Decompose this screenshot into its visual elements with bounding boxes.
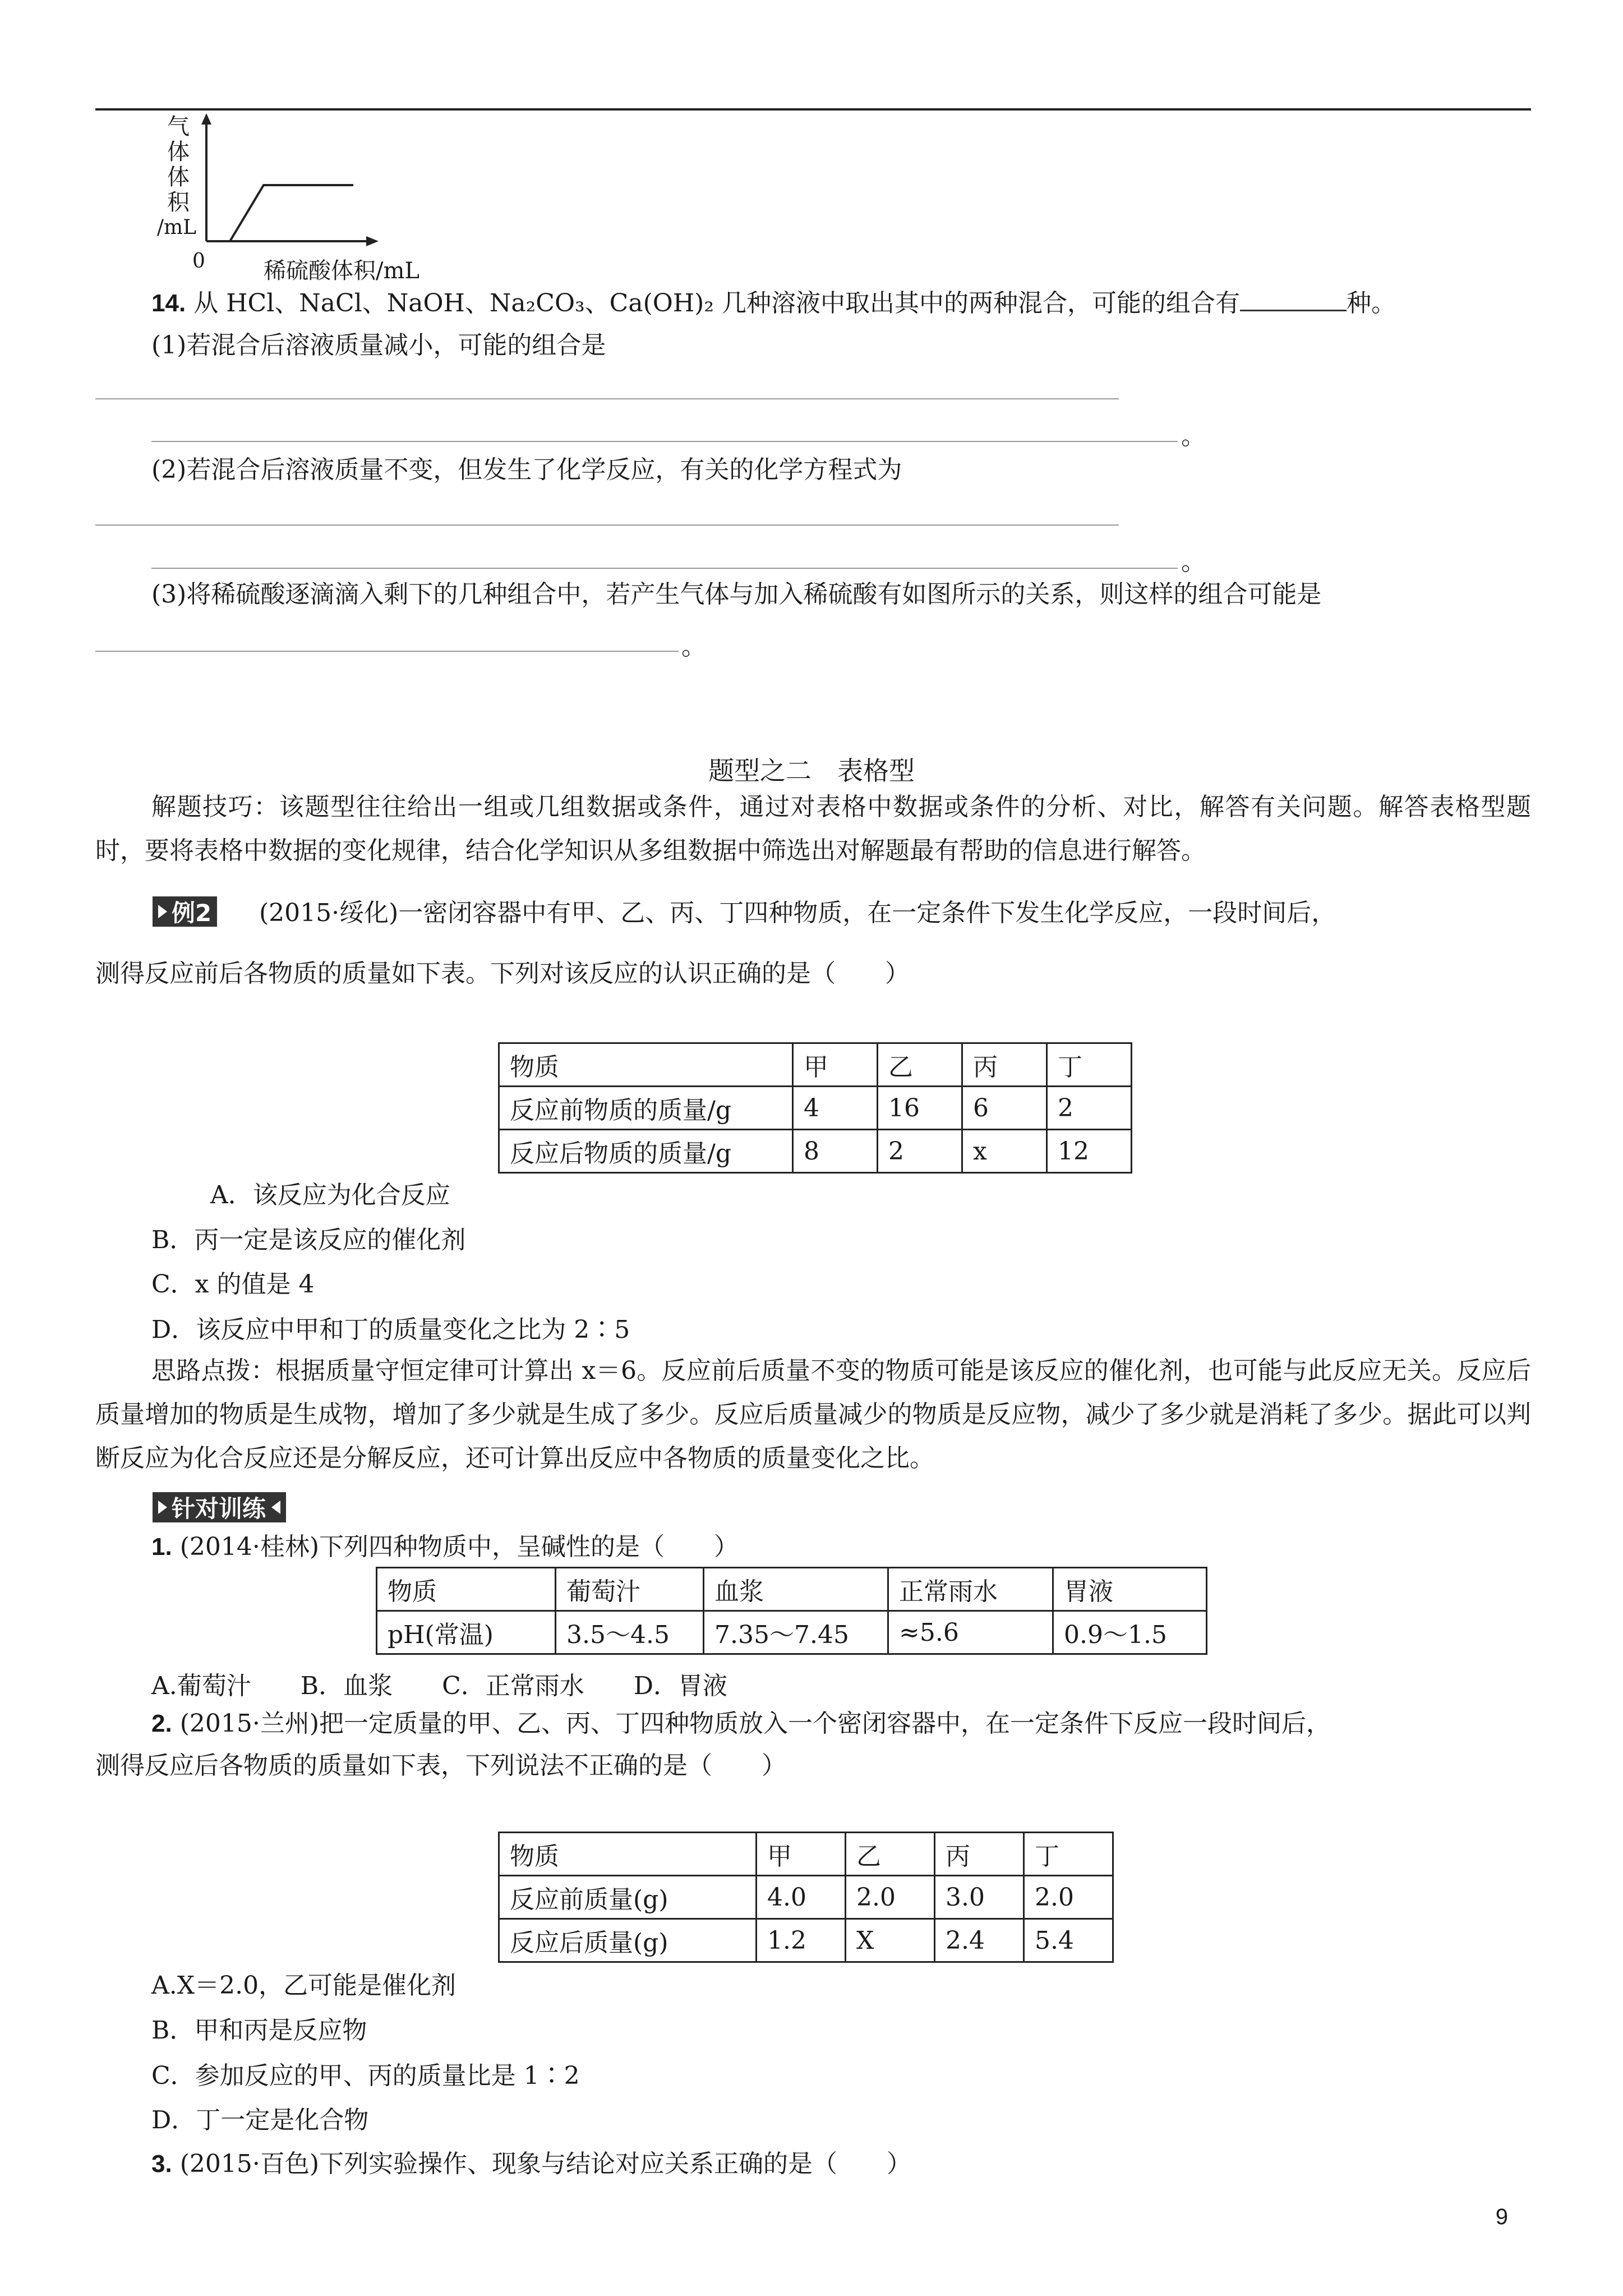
table-cell: 乙 xyxy=(878,1043,962,1087)
table-cell: 反应前质量(g) xyxy=(499,1876,757,1919)
example2-tag xyxy=(153,896,217,927)
q1-options: A.葡萄汁 B．血浆 C．正常雨水 D．胃液 xyxy=(151,1672,728,1700)
table-cell: 物质 xyxy=(377,1568,556,1611)
q14-sub2: (2)若混合后溶液质量不变，但发生了化学反应，有关的化学方程式为 xyxy=(151,455,902,484)
play-arrow-icon xyxy=(158,905,167,918)
table-row xyxy=(499,1043,1132,1087)
q14-sub3-period: 。 xyxy=(681,632,706,661)
graph-y-label-4: 积 xyxy=(167,190,190,215)
graph-x-arrow-icon xyxy=(366,236,379,246)
graph-data-line xyxy=(230,185,353,241)
q3-stem: 3. (2015·百色)下列实验操作、现象与结论对应关系正确的是（ ） xyxy=(151,2150,912,2178)
table-cell: ≈5.6 xyxy=(888,1611,1053,1654)
table-cell: 丁 xyxy=(1024,1833,1113,1876)
table-cell: 乙 xyxy=(846,1833,935,1876)
q14-stem-text: 从 HCl、NaCl、NaOH、Na₂CO₃、Ca(OH)₂ 几种溶液中取出其中的两种混合，可能的组合有 xyxy=(193,289,1240,318)
table-cell: 2 xyxy=(878,1130,962,1173)
table-cell: 反应后质量(g) xyxy=(499,1919,757,1962)
table-cell: 葡萄汁 xyxy=(556,1568,704,1611)
table-cell: 甲 xyxy=(793,1043,878,1087)
table-cell: 甲 xyxy=(757,1833,846,1876)
q3-number: 3 xyxy=(151,2150,165,2178)
q14-sub1-answer-line-2[interactable] xyxy=(151,441,1178,442)
example2-hint: 思路点拨：根据质量守恒定律可计算出 x＝6。反应前后质量不变的物质可能是该反应的催化剂，也可能与此反应无关。反应后质量增加的物质是生成物，增加了多少就是生成了多少。反应后质量减少的物质是反应物，减少了多少就是消耗了多少。据此可以判断反应为化合反应还是分解反应，还可计算出反应中各物质的质量变化之比。 xyxy=(95,1356,1531,1473)
example2-stem-line1: (2015·绥化)一密闭容器中有甲、乙、丙、丁四种物质，在一定条件下发生化学反应，一段时间后， xyxy=(259,899,1336,927)
table-cell: 3.5～4.5 xyxy=(556,1611,704,1654)
example2-option-c: C．x 的值是 4 xyxy=(151,1270,315,1299)
example2-option-a: A．该反应为化合反应 xyxy=(210,1181,450,1209)
example2-option-d: D．该反应中甲和丁的质量变化之比为 2∶5 xyxy=(151,1315,630,1344)
table-cell: 丙 xyxy=(962,1043,1047,1087)
q14-sub2-period: 。 xyxy=(1181,547,1206,576)
q3-stem-text: (2015·百色)下列实验操作、现象与结论对应关系正确的是（ ） xyxy=(179,2150,912,2178)
q1-number: 1 xyxy=(151,1533,165,1561)
graph-y-label-2: 体 xyxy=(167,139,190,165)
q1-ph-table xyxy=(376,1567,1207,1655)
q2-option-a: A.X＝2.0，乙可能是催化剂 xyxy=(151,1971,457,2000)
table-cell: 1.2 xyxy=(757,1919,846,1962)
table-cell: 5.4 xyxy=(1024,1919,1113,1962)
graph-x-label: 稀硫酸体积/mL xyxy=(264,258,419,284)
example2-stem-line2: 测得反应前后各物质的质量如下表。下列对该反应的认识正确的是（ ） xyxy=(95,959,910,988)
table-cell: 2.0 xyxy=(1024,1876,1113,1919)
section-title: 题型之二 表格型 xyxy=(708,756,915,786)
table-cell: 6 xyxy=(962,1087,1047,1130)
q2-stem-text: (2015·兰州)把一定质量的甲、乙、丙、丁四种物质放入一个密闭容器中，在一定条件下反应一段时间后， xyxy=(179,1709,1331,1738)
q1-stem: 1. (2014·桂林)下列四种物质中，呈碱性的是（ ） xyxy=(151,1533,739,1561)
q2-stem-line1: 2. (2015·兰州)把一定质量的甲、乙、丙、丁四种物质放入一个密闭容器中，在一定条件下反应一段时间后， xyxy=(151,1709,1331,1738)
table-cell: 血浆 xyxy=(704,1568,888,1611)
table-row xyxy=(377,1568,1207,1611)
table-cell: 4 xyxy=(793,1087,878,1130)
q2-number: 2 xyxy=(151,1710,165,1737)
table-cell: 2 xyxy=(1047,1087,1132,1130)
example2-table xyxy=(498,1042,1132,1174)
q2-option-b: B．甲和丙是反应物 xyxy=(151,2016,367,2045)
table-cell: 丁 xyxy=(1047,1043,1132,1087)
table-cell: 7.35～7.45 xyxy=(704,1611,888,1654)
table-row xyxy=(499,1833,1113,1876)
table-cell: 正常雨水 xyxy=(888,1568,1053,1611)
graph-axes xyxy=(191,112,381,247)
q14-number: 14 xyxy=(151,289,179,317)
table-cell: 物质 xyxy=(499,1833,757,1876)
table-cell: 16 xyxy=(878,1087,962,1130)
q1-stem-text: (2014·桂林)下列四种物质中，呈碱性的是（ ） xyxy=(179,1533,739,1561)
table-cell: 2.0 xyxy=(846,1876,935,1919)
q14-answer-blank[interactable] xyxy=(1240,287,1347,311)
q2-table xyxy=(498,1832,1114,1963)
table-cell: 反应后物质的质量/g xyxy=(499,1130,793,1173)
graph-y-arrow-icon xyxy=(201,113,211,125)
table-row xyxy=(499,1919,1113,1962)
table-cell: X xyxy=(846,1919,935,1962)
table-cell: 0.9～1.5 xyxy=(1053,1611,1207,1654)
table-cell: 12 xyxy=(1047,1130,1132,1173)
q14-sub1-answer-line-1[interactable] xyxy=(95,398,1119,399)
q14-sub3-answer-line[interactable] xyxy=(95,651,679,652)
table-cell: 3.0 xyxy=(935,1876,1024,1919)
q14-sub2-answer-line-2[interactable] xyxy=(151,568,1178,569)
q2-stem-line2: 测得反应后各物质的质量如下表，下列说法不正确的是（ ） xyxy=(95,1751,786,1780)
table-cell: 物质 xyxy=(499,1043,793,1087)
table-row xyxy=(377,1611,1207,1654)
table-cell: 反应前物质的质量/g xyxy=(499,1087,793,1130)
table-row xyxy=(499,1087,1132,1130)
graph-y-label-unit: /mL xyxy=(156,216,197,239)
section-tip: 解题技巧：该题型往往给出一组或几组数据或条件，通过对表格中数据或条件的分析、对比，解答有关问题。解答表格型题时，要将表格中数据的变化规律，结合化学知识从多组数据中筛选出对解题最有帮助的信息进行解答。 xyxy=(95,793,1531,865)
q14-sub1-period: 。 xyxy=(1181,422,1206,450)
page-number: 9 xyxy=(1495,2205,1508,2229)
back-arrow-icon xyxy=(271,1501,280,1514)
q2-option-d: D．丁一定是化合物 xyxy=(151,2106,369,2134)
example2-option-b: B．丙一定是该反应的催化剂 xyxy=(151,1226,466,1254)
table-cell: x xyxy=(962,1130,1047,1173)
graph-y-label-3: 体 xyxy=(167,164,190,190)
table-cell: 2.4 xyxy=(935,1919,1024,1962)
graph-y-label-1: 气 xyxy=(167,114,190,140)
example2-tag-label: 例2 xyxy=(172,899,212,927)
q14-sub1: (1)若混合后溶液质量减小，可能的组合是 xyxy=(151,331,606,360)
table-cell: 胃液 xyxy=(1053,1568,1207,1611)
training-tag xyxy=(153,1492,286,1522)
q2-option-c: C．参加反应的甲、丙的质量比是 1∶2 xyxy=(151,2062,580,2090)
q14-sub3: (3)将稀硫酸逐滴滴入剩下的几种组合中，若产生气体与加入稀硫酸有如图所示的关系，则这样的组合可能是 xyxy=(151,580,1322,609)
q14-sub2-answer-line-1[interactable] xyxy=(95,524,1119,526)
table-cell: 4.0 xyxy=(757,1876,846,1919)
training-tag-label: 针对训练 xyxy=(172,1495,266,1522)
play-arrow-icon xyxy=(158,1501,167,1514)
table-row xyxy=(499,1876,1113,1919)
table-cell: 8 xyxy=(793,1130,878,1173)
q14-stem: 14. 从 HCl、NaCl、NaOH、Na₂CO₃、Ca(OH)₂ 几种溶液中取出其中的两种混合，可能的组合有 种。 xyxy=(151,287,1396,319)
graph-origin: 0 xyxy=(192,250,205,273)
table-cell: 丙 xyxy=(935,1833,1024,1876)
header-rule xyxy=(95,108,1531,111)
table-cell: pH(常温) xyxy=(377,1611,556,1654)
table-row xyxy=(499,1130,1132,1173)
q14-stem-tail: 种。 xyxy=(1346,289,1396,318)
